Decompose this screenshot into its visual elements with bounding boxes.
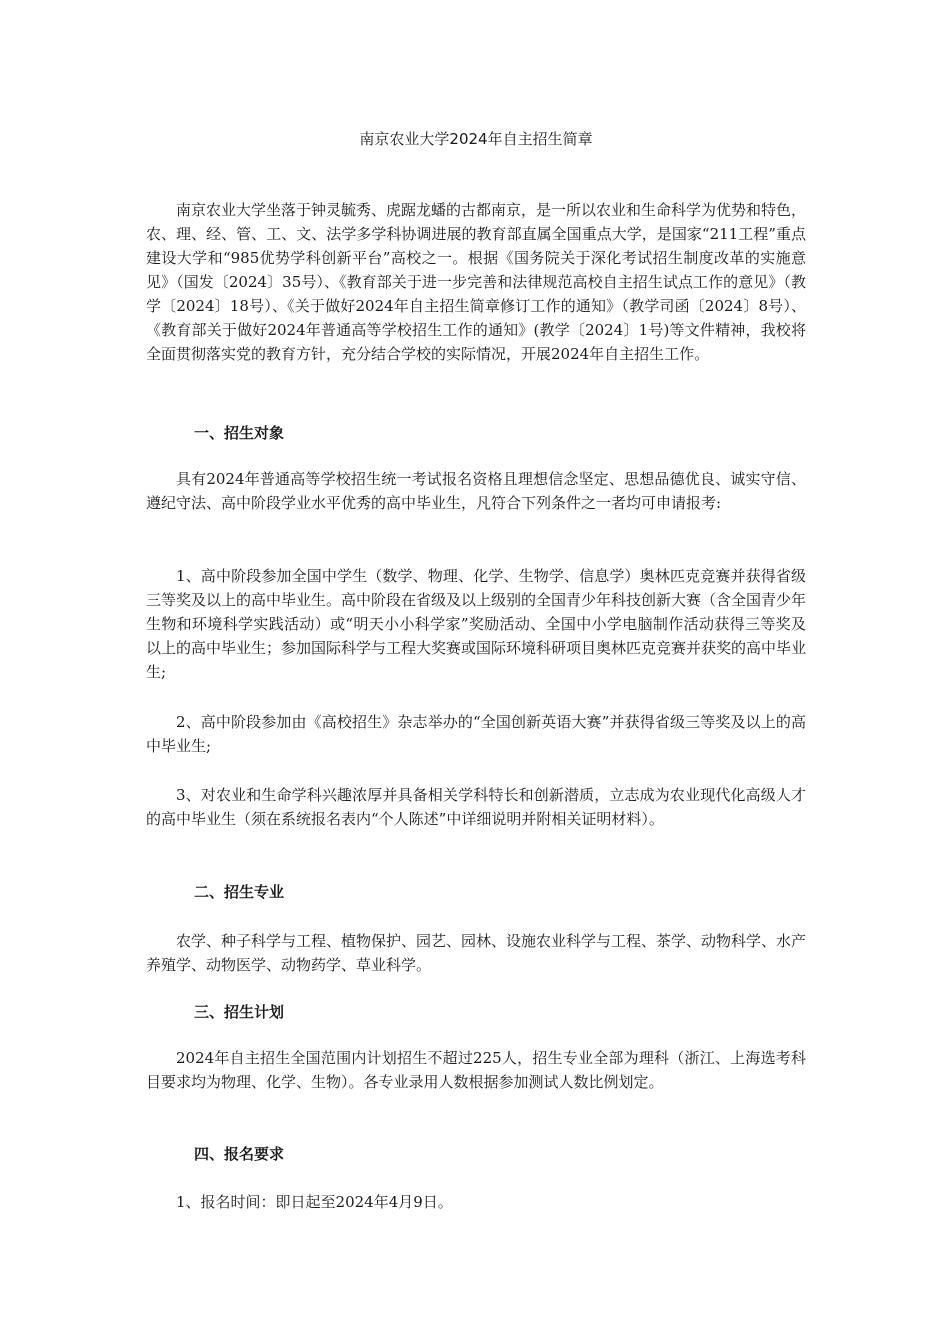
- section-1-paragraph-4: 3、对农业和生命学科兴趣浓厚并具备相关学科特长和创新潜质，立志成为农业现代化高级人才的高中毕业生（须在系统报名表内“个人陈述”中详细说明并附相关证明材料）。: [146, 786, 806, 828]
- section-3-paragraph-1: 2024年自主招生全国范围内计划招生不超过225人，招生专业全部为理科（浙江、上海选考科目要求均为物理、化学、生物）。各专业录用人数根据参加测试人数比例划定。: [146, 1049, 806, 1091]
- section-heading-2: 二、招生专业: [194, 883, 285, 901]
- section-1-paragraph-2: 1、高中阶段参加全国中学生（数学、物理、化学、生物学、信息学）奥林匹克竞赛并获得省级三等奖及以上的高中毕业生。高中阶段在省级及以上级别的全国青少年科技创新大赛（含全国青少年生物和环境科学实践活动）或“明天小小科学家”奖励活动、全国中小学电脑制作活动获得三等奖及以上的高中毕业生；参加国际科学与工程大奖赛或国际环境科研项目奥林匹克竞赛并获奖的高中毕业生;: [146, 567, 807, 681]
- intro-paragraph: 南京农业大学坐落于钟灵毓秀、虎踞龙蟠的古都南京，是一所以农业和生命科学为优势和特色，农、理、经、管、工、文、法学多学科协调进展的教育部直属全国重点大学，是国家“211工程”重点建设大学和“985优势学科创新平台”高校之一。根据《国务院关于深化考试招生制度改革的实施意见》（国发〔2024〕35号）、《教育部关于进一步完善和法律规范高校自主招生试点工作的意见》（教学〔2024〕18号）、《关于做好2024年自主招生简章修订工作的通知》（教学司函〔2024〕8号）、《教育部关于做好2024年普通高等学校招生工作的通知》(教学〔2024〕1号)等文件精神，我校将全面贯彻落实党的教育方针，充分结合学校的实际情况，开展2024年自主招生工作。: [146, 201, 807, 363]
- section-4-paragraph-1: 1、报名时间：即日起至2024年4月9日。: [176, 1193, 453, 1211]
- section-1-paragraph-1: 具有2024年普通高等学校招生统一考试报名资格且理想信念坚定、思想品德优良、诚实守信、遵纪守法、高中阶段学业水平优秀的高中毕业生，凡符合下列条件之一者均可申请报考:: [146, 470, 806, 512]
- document-title: 南京农业大学2024年自主招生简章: [359, 130, 593, 148]
- section-heading-3: 三、招生计划: [194, 1003, 285, 1021]
- section-2-paragraph-1: 农学、种子科学与工程、植物保护、园艺、园林、设施农业科学与工程、茶学、动物科学、水产养殖学、动物医学、动物药学、草业科学。: [146, 932, 807, 974]
- section-heading-4: 四、报名要求: [194, 1145, 285, 1163]
- section-1-paragraph-3: 2、高中阶段参加由《高校招生》杂志举办的“全国创新英语大赛”并获得省级三等奖及以上的高中毕业生;: [146, 713, 806, 755]
- section-heading-1: 一、招生对象: [194, 424, 285, 442]
